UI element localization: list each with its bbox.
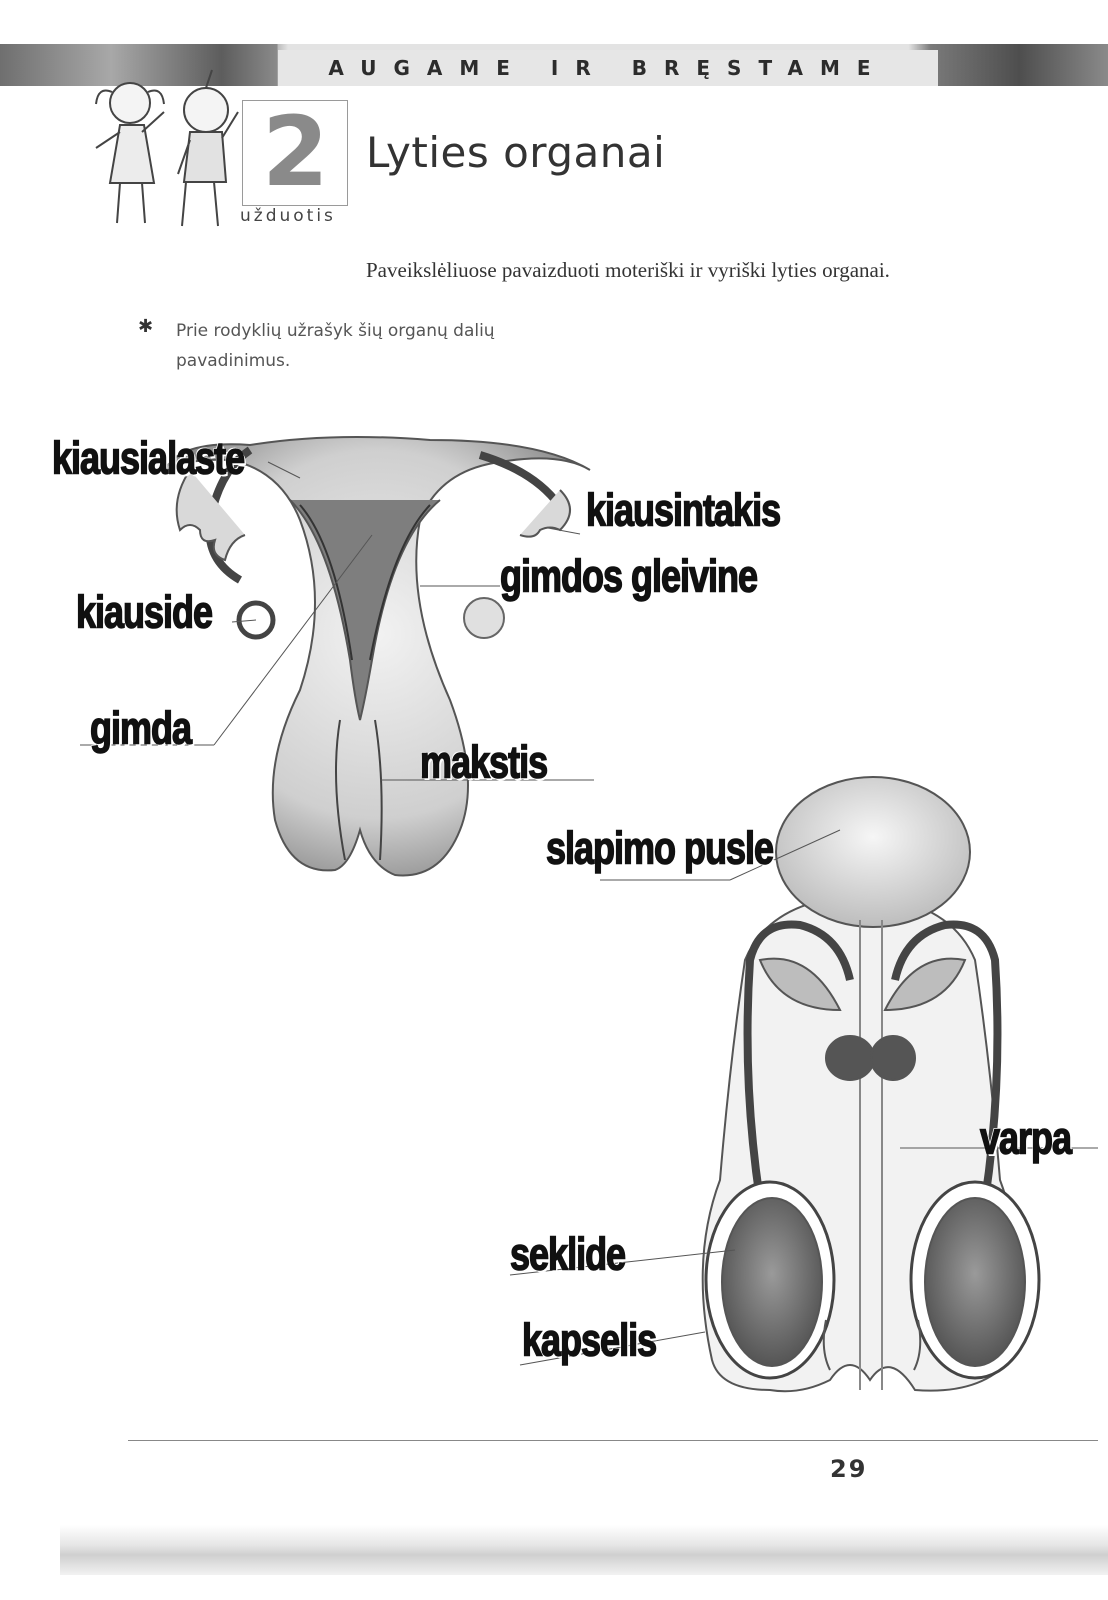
instruction-text: Prie rodyklių užrašyk šių organų dalių pavadinimus. (176, 321, 495, 371)
page-number: 29 (830, 1455, 868, 1483)
task-number: 2 (262, 96, 329, 208)
label-slapimo-pusle: slapimo pusle (546, 822, 774, 874)
label-kiausintakis: kiausintakis (586, 484, 781, 536)
female-reproductive-diagram (165, 437, 590, 876)
label-varpa: varpa (980, 1112, 1072, 1164)
label-gimda: gimda (90, 702, 192, 754)
label-makstis: makstis (420, 736, 548, 788)
task-label: užduotis (240, 206, 336, 226)
intro-text: Paveikslėliuose pavaizduoti moteriški ir vyriški lyties organai. (366, 258, 890, 282)
footer-divider (128, 1440, 1098, 1441)
label-seklide: seklide (510, 1228, 626, 1280)
label-kapselis: kapselis (522, 1314, 657, 1366)
bullet-icon: ✱ (138, 316, 154, 337)
page-title: Lyties organai (366, 128, 666, 177)
page-bottom-edge (60, 1525, 1108, 1575)
label-kiauside: kiauside (76, 586, 213, 638)
label-kiausialaste: kiausialaste (52, 432, 245, 484)
section-title: AUGAME IR BRĘSTAME (328, 56, 888, 80)
label-gimdos-gleivine: gimdos gleivine (500, 550, 758, 602)
